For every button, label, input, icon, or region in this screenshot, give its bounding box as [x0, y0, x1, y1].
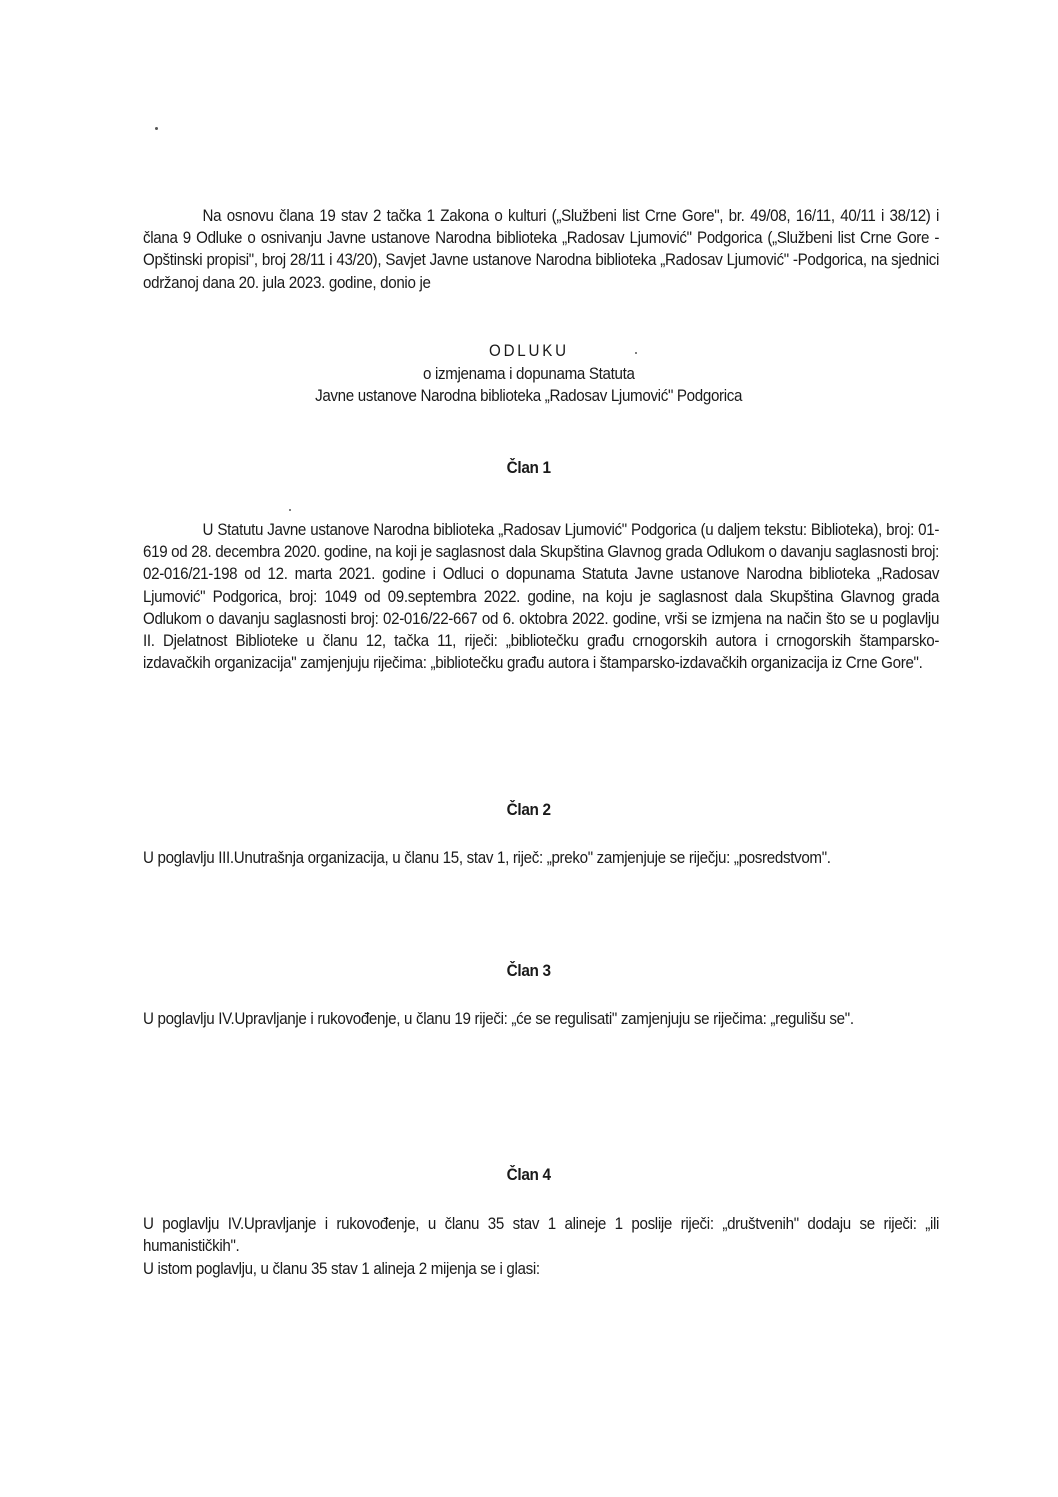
decision-subtitle-line1: o izmjenama i dopunama Statuta — [423, 365, 635, 383]
article-3-heading: Član 3 — [506, 962, 552, 980]
article-4-paragraph-2: U istom poglavlju, u članu 35 stav 1 alineja 2 mijenja se i glasi: — [143, 1260, 540, 1278]
scan-speck — [289, 509, 291, 511]
article-2-heading: Član 2 — [506, 801, 552, 819]
preamble-paragraph: Na osnovu člana 19 stav 2 tačka 1 Zakona o kulturi („Službeni list Crne Gore", br. 49/08, 16/11, 40/11 i 38/12) i člana 9 Odluke o osnivanju Javne ustanove Narodna biblioteka „Radosav Ljumović" Podgorica („Službeni list Crne Gore -Opštinski propisi", broj 28/11 i 43/20), Savjet Javne ustanove Narodna biblioteka „Radosav Ljumović" -Podgorica, na sjednici održanoj dana 20. jula 2023. godine, donio je — [143, 207, 940, 292]
scan-speck — [155, 127, 158, 130]
decision-title: ODLUKU — [489, 342, 569, 360]
article-2-paragraph: U poglavlju III.Unutrašnja organizacija, u članu 15, stav 1, riječ: „preko" zamjenjuje se riječju: „posredstvom". — [143, 849, 831, 867]
article-3-paragraph: U poglavlju IV.Upravljanje i rukovođenje, u članu 19 riječi: „će se regulisati" zamjenjuju se riječima: „regulišu se". — [143, 1010, 854, 1028]
article-1-heading: Član 1 — [506, 459, 552, 477]
article-4-heading: Član 4 — [506, 1166, 552, 1184]
article-4-paragraph-1: U poglavlju IV.Upravljanje i rukovođenje, u članu 35 stav 1 alineje 1 poslije riječi: „društvenih" dodaju se riječi: „ili humanističkih". — [143, 1215, 940, 1256]
article-1-paragraph: U Statutu Javne ustanove Narodna biblioteka „Radosav Ljumović" Podgorica (u daljem tekstu: Biblioteka), broj: 01-619 od 28. decembra 2020. godine, na koji je saglasnost dala Skupština Glavnog grada Odlukom o davanju saglasnosti broj: 02-016/21-198 od 12. marta 2021. godine i Odluci o dopunama Statuta Javne ustanove Narodna biblioteka „Radosav Ljumović" Podgorica, broj: 1049 od 09.septembra 2022. godine, na koju je saglasnost dala Skupština Glavnog grada Odlukom o davanju saglasnosti broj: 02-016/22-667 od 6. oktobra 2022. godine, vrši se izmjena na način što se u poglavlju II. Djelatnost Biblioteke u članu 12, tačka 11, riječi: „bibliotečku građu crnogorskih autora i crnogorskih štamparsko- izdavačkih organizacija" zamjenjuju riječima: „bibliotečku građu autora i štamparsko-izdavačkih organizacija iz Crne Gore". — [143, 521, 940, 673]
decision-subtitle-line2: Javne ustanove Narodna biblioteka „Radosav Ljumović" Podgorica — [315, 387, 743, 405]
